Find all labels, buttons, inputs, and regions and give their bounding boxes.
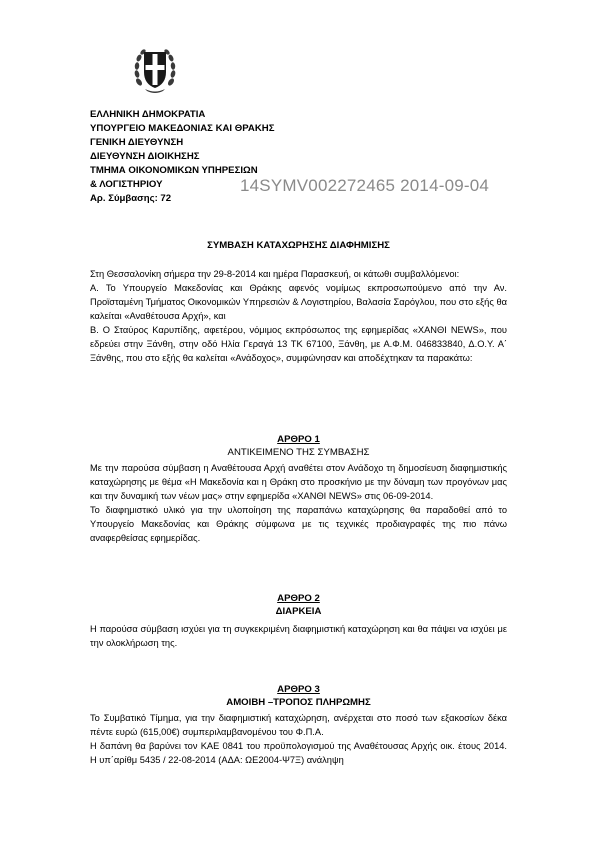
- article-number: ΑΡΘΡΟ 3: [277, 684, 320, 695]
- intro-section: [90, 267, 507, 365]
- article-number: ΑΡΘΡΟ 1: [277, 434, 320, 445]
- paragraph: Α. Το Υπουργείο Μακεδονίας και Θράκης αφενός νομίμως εκπροσωπούμενο από την Αν. Προϊσταμένη Τμήματος Οικονομικών Υπηρεσιών & Λογιστηρίου, Βαλασία Σαρόγλου, που στο εξής θα καλείται «Αναθέτουσα Αρχή», και: [90, 283, 507, 321]
- paragraph: Το διαφημιστικό υλικό για την υλοποίηση της παραπάνω καταχώρησης θα παραδοθεί από το Υπουργείο Μακεδονίας και Θράκης σύμφωνα με τις τεχνικές προδιαγραφές της πιο πάνω αναφερθείσας εφημερίδας.: [90, 505, 507, 543]
- header-line: & ΛΟΓΙΣΤΗΡΙΟΥ: [90, 179, 163, 190]
- paragraph: Η παρούσα σύμβαση ισχύει για τη συγκεκριμένη διαφημιστική καταχώρηση και θα πάψει να ισχύει με την ολοκλήρωση της.: [90, 624, 507, 648]
- header-line: ΤΜΗΜΑ ΟΙΚΟΝΟΜΙΚΩΝ ΥΠΗΡΕΣΙΩΝ: [90, 165, 258, 176]
- article-subtitle: ΑΝΤΙΚΕΙΜΕΝΟ ΤΗΣ ΣΥΜΒΑΣΗΣ: [227, 447, 370, 458]
- paragraph: Στη Θεσσαλονίκη σήμερα την 29-8-2014 και ημέρα Παρασκευή, οι κάτωθι συμβαλλόμενοι:: [90, 269, 460, 279]
- contract-number: Αρ. Σύμβασης: 72: [90, 193, 172, 204]
- paragraph: Η δαπάνη θα βαρύνει τον ΚΑΕ 0841 του προϋπολογισμού της Αναθέτουσας Αρχής οικ. έτους 2014. Η υπ΄αρίθμ 5435 / 22-08-2014 (ΑΔΑ: ΩΕ2004-Ψ7Ξ) ανάληψη: [90, 741, 507, 765]
- header-line: ΓΕΝΙΚΗ ΔΙΕΥΘΥΝΣΗ: [90, 137, 184, 148]
- paragraph: Το Συμβατικό Τίμημα, για την διαφημιστική καταχώρηση, ανέρχεται στο ποσό των εξακοσίων δέκα πέντε ευρώ (615,00€) συμπεριλαμβανομένου του Φ.Π.Α.: [90, 713, 507, 737]
- header-line: ΔΙΕΥΘΥΝΣΗ ΔΙΟΙΚΗΣΗΣ: [90, 151, 200, 162]
- document-title: ΣΥΜΒΑΣΗ ΚΑΤΑΧΩΡΗΣΗΣ ΔΙΑΦΗΜΙΣΗΣ: [207, 240, 390, 251]
- header-line: ΥΠΟΥΡΓΕΙΟ ΜΑΚΕΔΟΝΙΑΣ ΚΑΙ ΘΡΑΚΗΣ: [90, 123, 275, 134]
- article-subtitle: ΔΙΑΡΚΕΙΑ: [275, 606, 322, 617]
- article-number: ΑΡΘΡΟ 2: [277, 593, 320, 604]
- article-3-heading: [90, 683, 507, 709]
- greek-coat-of-arms-icon: [133, 44, 177, 96]
- article-2-body: [90, 622, 507, 650]
- paragraph: Β. Ο Σταύρος Καρυπίδης, αφετέρου, νόμιμος εκπρόσωπος της εφημερίδας «ΧΑΝΘΙ NEWS», που εδρεύει στην Ξάνθη, στην οδό Ηλία Γεραγά 13 ΤΚ 67100, Ξάνθη, με Α.Φ.Μ. 046833840, Δ.Ο.Υ. Α΄ Ξάνθης, που στο εξής θα καλείται «Ανάδοχος», συμφώνησαν και αποδέχτηκαν τα παρακάτω:: [90, 325, 507, 363]
- article-3-body: [90, 711, 507, 767]
- paragraph: Με την παρούσα σύμβαση η Αναθέτουσα Αρχή αναθέτει στον Ανάδοχο τη δημοσίευση διαφημιστικής καταχώρησης με θέμα «Η Μακεδονία και η Θράκη στο προσκήνιο με την δύναμη των προγόνων μας και την δυναμική των νέων μας» στην εφημερίδα «ΧΑΝΘΙ NEWS» στις 06-09-2014.: [90, 463, 507, 501]
- registry-stamp: 14SYMV002272465 2014-09-04: [240, 176, 490, 195]
- article-1-body: [90, 461, 507, 545]
- article-1-heading: [90, 433, 507, 459]
- header-line: ΕΛΛΗΝΙΚΗ ΔΗΜΟΚΡΑΤΙΑ: [90, 109, 206, 120]
- article-2-heading: [90, 592, 507, 618]
- article-subtitle: ΑΜΟΙΒΗ –ΤΡΟΠΟΣ ΠΛΗΡΩΜΗΣ: [226, 697, 371, 708]
